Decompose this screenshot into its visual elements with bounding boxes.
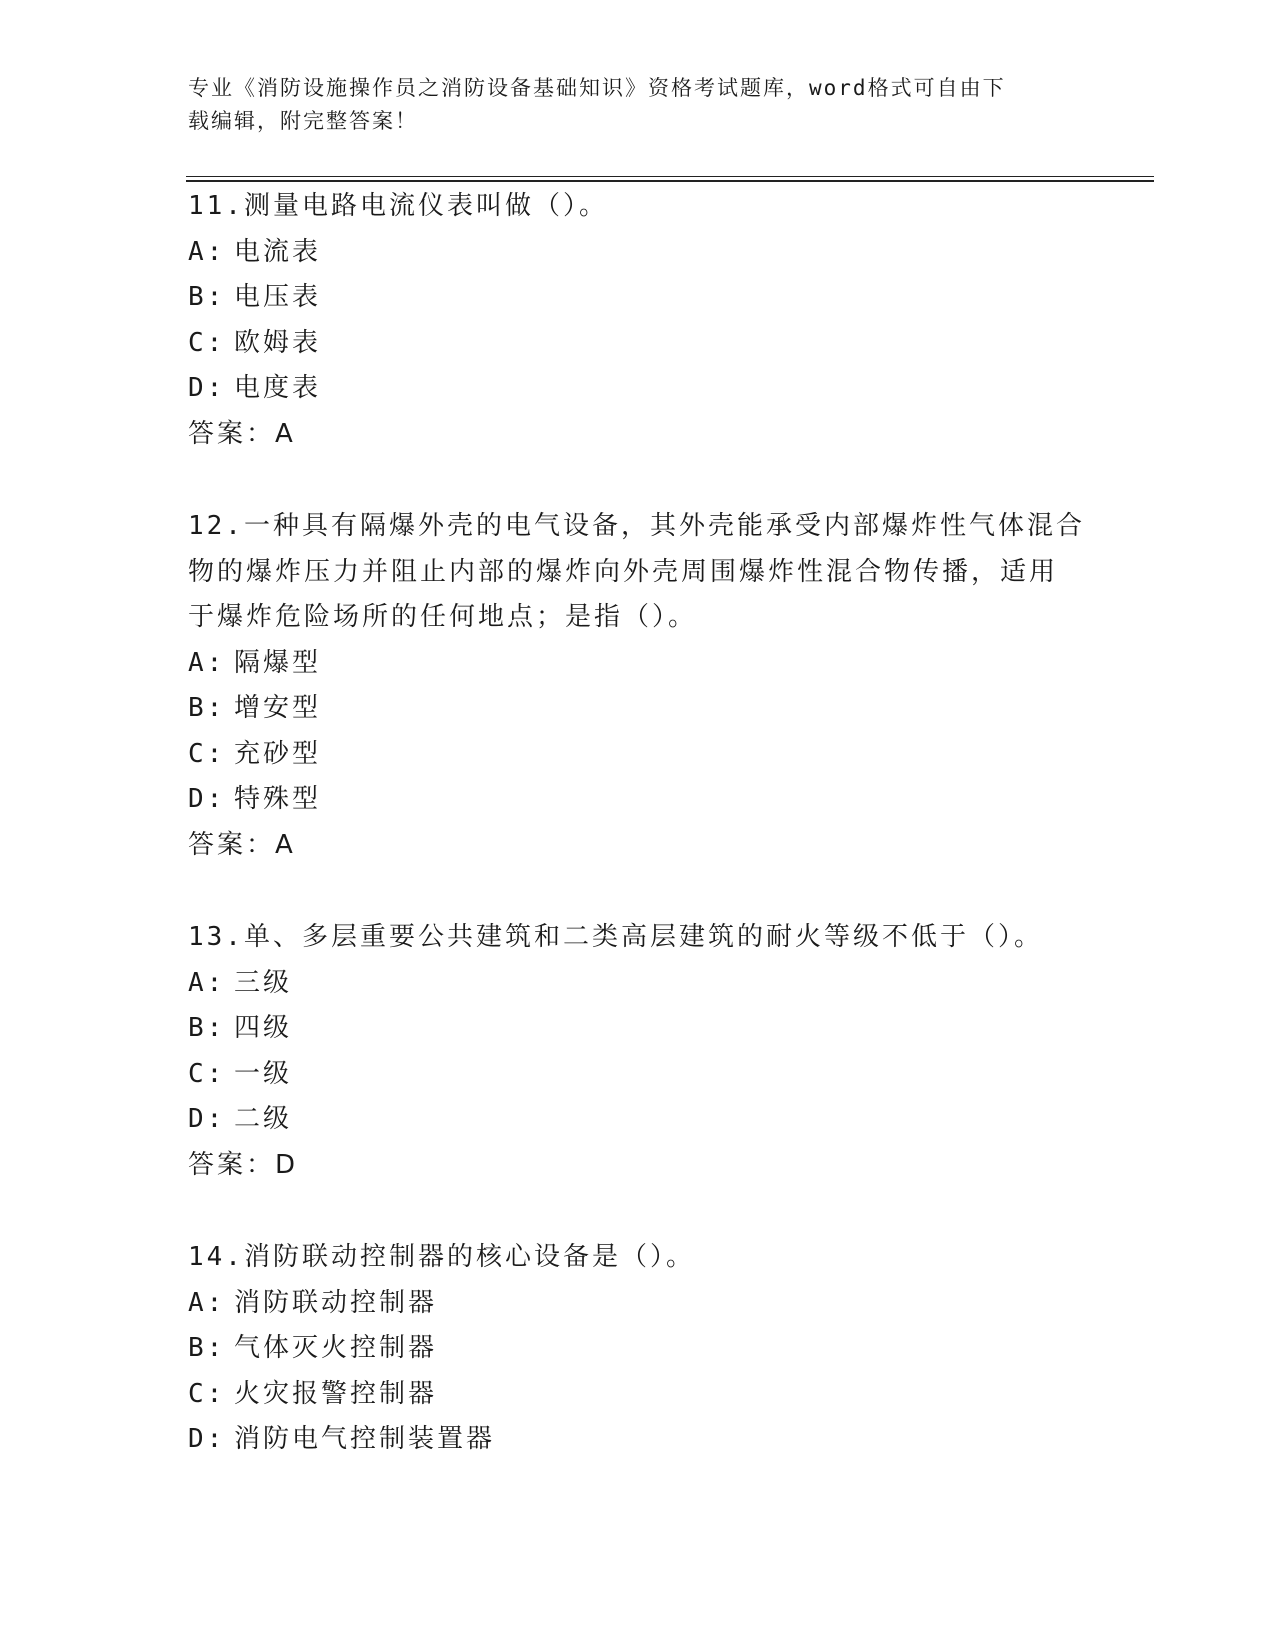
- option-key: B:: [188, 1333, 226, 1363]
- option-d: [188, 366, 1088, 412]
- header-divider-thick: [186, 180, 1154, 182]
- option-text: 电度表: [234, 373, 322, 403]
- option-text: 充砂型: [234, 738, 322, 769]
- question-stem-line-3: 于爆炸危险场所的任何地点；是指（）。: [188, 602, 698, 632]
- option-text: 特殊型: [234, 784, 322, 814]
- option-a: [188, 641, 1088, 687]
- answer-line: 答案：A: [188, 418, 296, 449]
- option-d: [188, 777, 1088, 823]
- document-header: [188, 72, 1088, 138]
- question-item: [188, 504, 1088, 868]
- option-a: [188, 230, 1088, 276]
- option-key: D:: [188, 373, 226, 403]
- question-stem: 14.消防联动控制器的核心设备是（）。: [188, 1242, 695, 1272]
- option-text: 一级: [234, 1058, 293, 1089]
- option-text: 欧姆表: [234, 327, 322, 358]
- option-c: [188, 732, 1088, 778]
- option-text: 电流表: [234, 236, 322, 267]
- option-text: 隔爆型: [234, 647, 322, 678]
- option-c: [188, 321, 1088, 367]
- option-b: [188, 1326, 1088, 1372]
- option-key: A:: [188, 1287, 226, 1318]
- option-key: C:: [188, 738, 226, 769]
- option-key: D:: [188, 1104, 226, 1134]
- header-line-1: 专业《消防设施操作员之消防设备基础知识》资格考试题库，word格式可自由下: [188, 76, 1006, 100]
- option-text: 消防联动控制器: [234, 1287, 438, 1318]
- option-b: [188, 275, 1088, 321]
- option-text: 气体灭火控制器: [234, 1333, 438, 1363]
- header-divider-thin: [186, 176, 1154, 177]
- option-key: D:: [188, 1424, 226, 1454]
- question-item: [188, 915, 1088, 1188]
- option-a: [188, 961, 1088, 1007]
- option-a: [188, 1281, 1088, 1327]
- option-key: B:: [188, 693, 226, 723]
- option-text: 火灾报警控制器: [234, 1378, 438, 1409]
- option-c: [188, 1372, 1088, 1418]
- option-text: 二级: [234, 1104, 293, 1134]
- question-item: [188, 1235, 1088, 1463]
- option-text: 三级: [234, 967, 293, 998]
- question-stem-line-1: 12.一种具有隔爆外壳的电气设备，其外壳能承受内部爆炸性气体混合: [188, 511, 1085, 541]
- option-text: 四级: [234, 1013, 293, 1043]
- option-text: 增安型: [234, 693, 322, 723]
- option-key: C:: [188, 327, 226, 358]
- option-b: [188, 1006, 1088, 1052]
- option-key: C:: [188, 1378, 226, 1409]
- question-stem: 11.测量电路电流仪表叫做（）。: [188, 191, 608, 221]
- header-line-2: 载编辑，附完整答案！: [188, 109, 418, 133]
- option-key: D:: [188, 784, 226, 814]
- question-list: [188, 184, 1088, 1510]
- option-key: B:: [188, 282, 226, 312]
- option-key: A:: [188, 236, 226, 267]
- option-key: C:: [188, 1058, 226, 1089]
- question-stem-line-2: 物的爆炸压力并阻止内部的爆炸向外壳周围爆炸性混合物传播，适用: [188, 556, 1059, 587]
- option-text: 电压表: [234, 282, 322, 312]
- option-key: B:: [188, 1013, 226, 1043]
- option-text: 消防电气控制装置器: [234, 1424, 496, 1454]
- option-d: [188, 1417, 1088, 1463]
- option-key: A:: [188, 967, 226, 998]
- option-b: [188, 686, 1088, 732]
- answer-line: 答案：D: [188, 1149, 299, 1180]
- question-stem: 13.单、多层重要公共建筑和二类高层建筑的耐火等级不低于（）。: [188, 922, 1043, 952]
- option-key: A:: [188, 647, 226, 678]
- answer-line: 答案：A: [188, 829, 296, 860]
- option-d: [188, 1097, 1088, 1143]
- question-item: [188, 184, 1088, 457]
- option-c: [188, 1052, 1088, 1098]
